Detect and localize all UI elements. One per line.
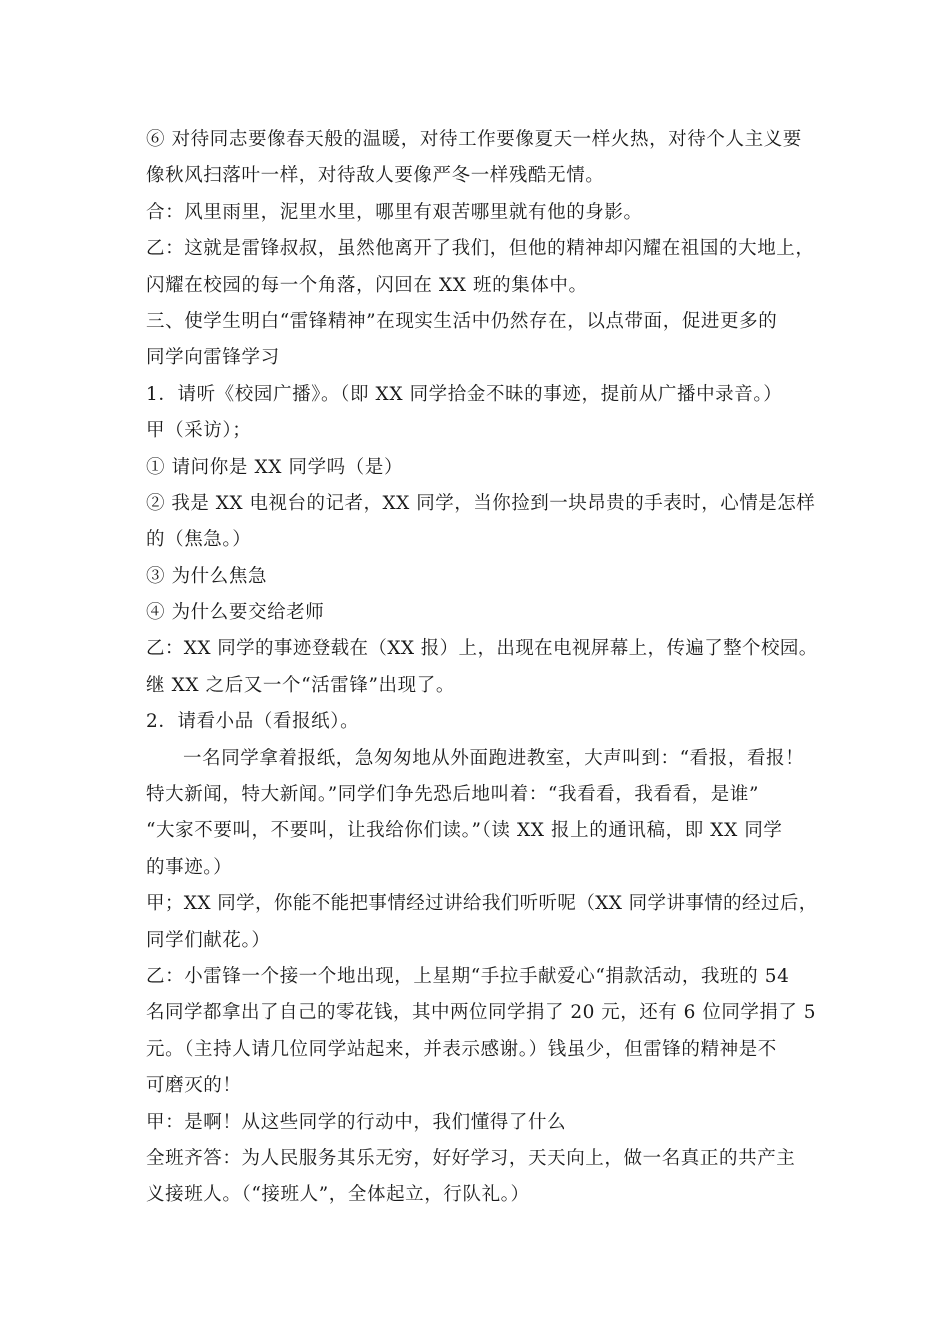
text-line: 2．请看小品（看报纸）。 bbox=[146, 711, 360, 733]
text-line: 合：风里雨里，泥里水里，哪里有艰苦哪里就有他的身影。 bbox=[146, 201, 643, 223]
text-line: ④ 为什么要交给老师 bbox=[146, 602, 325, 624]
section-heading: 三、使学生明白“雷锋精神”在现实生活中仍然存在，以点带面，促进更多的 bbox=[146, 310, 778, 332]
text-line: 乙：XX 同学的事迹登载在（XX 报）上，出现在电视屏幕上，传遍了整个校园。 bbox=[146, 638, 818, 660]
text-line: ⑥ 对待同志要像春天般的温暖，对待工作要像夏天一样火热，对待个人主义要 bbox=[146, 129, 802, 150]
text-line: 的事迹。） bbox=[146, 856, 233, 878]
text-line: 可磨灭的！ bbox=[146, 1075, 242, 1097]
text-line: 名同学都拿出了自己的零花钱，其中两位同学捐了 20 元，还有 6 位同学捐了 5 bbox=[146, 1002, 816, 1024]
text-line: 乙：小雷锋一个接一个地出现，上星期“手拉手献爱心“捐款活动，我班的 54 bbox=[146, 965, 790, 987]
text-line: 闪耀在校园的每一个角落，闪回在 XX 班的集体中。 bbox=[146, 274, 588, 296]
text-line: ① 请问你是 XX 同学吗（是） bbox=[146, 456, 404, 478]
text-line: 乙：这就是雷锋叔叔，虽然他离开了我们，但他的精神却闪耀在祖国的大地上， bbox=[146, 238, 815, 260]
text-line: 元。（主持人请几位同学站起来，并表示感谢。）钱虽少，但雷锋的精神是不 bbox=[146, 1038, 777, 1060]
text-line: 特大新闻，特大新闻。”同学们争先恐后地叫着：“我看看，我看看，是谁” bbox=[146, 784, 760, 806]
text-line: 义接班人。（“接班人”，全体起立，行队礼。） bbox=[146, 1184, 530, 1206]
text-line: 的（焦急。） bbox=[146, 529, 252, 551]
text-line: “大家不要叫，不要叫，让我给你们读。”（读 XX 报上的通讯稿，即 XX 同学 bbox=[146, 820, 783, 842]
text-line: 甲：是啊！从这些同学的行动中，我们懂得了什么 bbox=[146, 1111, 567, 1133]
text-line: 1．请听《校园广播》。（即 XX 同学拾金不昧的事迹，提前从广播中录音。） bbox=[146, 383, 783, 405]
text-line: 甲；XX 同学，你能不能把事情经过讲给我们听听呢（XX 同学讲事情的经过后， bbox=[146, 893, 818, 915]
section-heading-cont: 同学向雷锋学习 bbox=[146, 347, 280, 369]
text-line: 甲（采访）； bbox=[146, 420, 252, 442]
text-line: 全班齐答：为人民服务其乐无穷，好好学习，天天向上，做一名真正的共产主 bbox=[146, 1147, 796, 1169]
text-line: ② 我是 XX 电视台的记者，XX 同学，当你捡到一块昂贵的手表时，心情是怎样 bbox=[146, 492, 816, 514]
text-line: 同学们献花。） bbox=[146, 929, 271, 951]
text-line: ③ 为什么焦急 bbox=[146, 565, 268, 587]
indented-paragraph-line: 一名同学拿着报纸，急匆匆地从外面跑进教室，大声叫到：“看报，看报！ bbox=[183, 747, 805, 769]
document-body bbox=[146, 122, 818, 1214]
text-line: 继 XX 之后又一个“活雷锋”出现了。 bbox=[146, 674, 455, 696]
text-line: 像秋风扫落叶一样，对待敌人要像严冬一样残酷无情。 bbox=[146, 165, 605, 187]
